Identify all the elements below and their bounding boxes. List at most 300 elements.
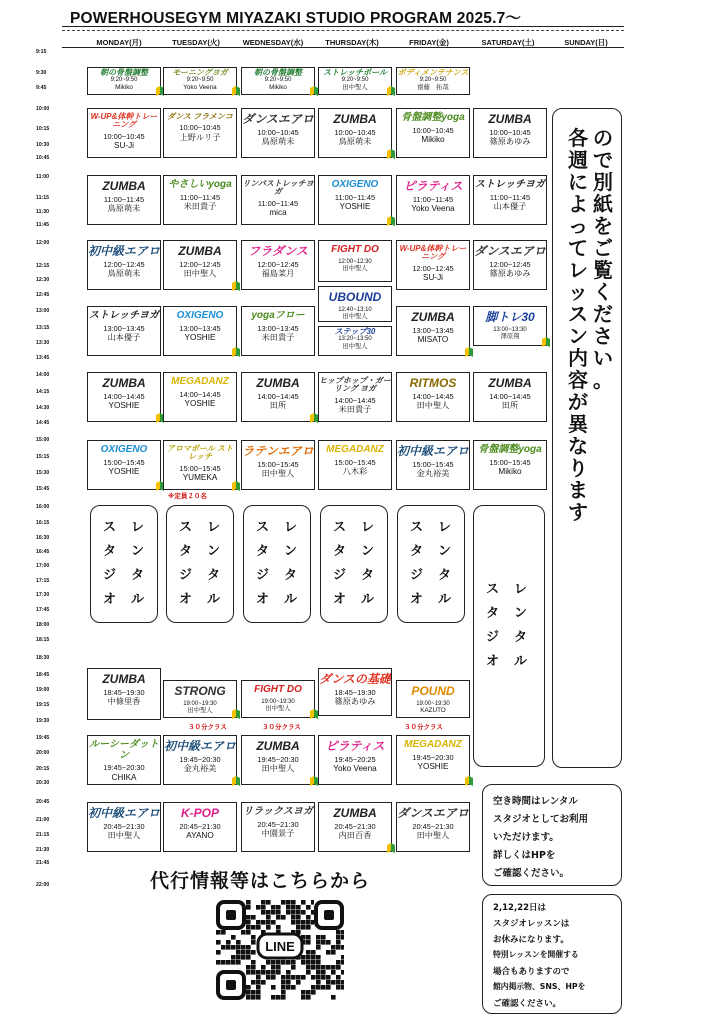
- lesson-instructor: 鳥原萌未: [107, 269, 141, 279]
- rental-studio-box: [473, 505, 545, 767]
- time-label: 22:00: [36, 882, 50, 888]
- lesson-instructor: 田所: [501, 401, 519, 411]
- lesson-card[interactable]: [163, 802, 237, 852]
- rental-char: オ: [410, 592, 424, 607]
- rental-char: タ: [361, 568, 375, 583]
- lesson-card[interactable]: [318, 326, 392, 356]
- lesson-instructor: 鳥原萌未: [338, 137, 372, 147]
- lesson-instructor: 米田貴子: [183, 202, 217, 212]
- time-label: 13:00: [36, 308, 50, 314]
- time-label: 10:45: [36, 155, 50, 161]
- notice-char: さ: [593, 324, 613, 348]
- lesson-instructor: 田中聖人: [261, 469, 295, 479]
- rental-char: オ: [179, 592, 193, 607]
- time-label: 9:30: [36, 70, 47, 76]
- rental-studio-box: [397, 505, 465, 623]
- lesson-card[interactable]: [87, 306, 161, 356]
- rental-char: ル: [131, 592, 145, 607]
- notice-char: り: [568, 456, 588, 480]
- lesson-time: 19:00~19:30: [416, 700, 450, 707]
- lesson-time: 11:00~11:45: [489, 192, 531, 202]
- lesson-card[interactable]: [241, 680, 315, 718]
- lesson-time: 13:00~13:45: [179, 323, 221, 333]
- lesson-card[interactable]: [318, 240, 392, 282]
- lesson-card[interactable]: [318, 286, 392, 322]
- lesson-instructor: 田中聖人: [342, 265, 368, 273]
- time-label: 18:00: [36, 622, 50, 628]
- lesson-name: ZUMBA: [488, 376, 532, 390]
- lesson-time: 15:00~15:45: [334, 457, 376, 467]
- lesson-instructor: 中條里香: [107, 697, 141, 707]
- lesson-card[interactable]: [87, 372, 161, 422]
- lesson-instructor: 篠原あゆみ: [489, 137, 531, 147]
- lesson-time: 9:20~9:50: [341, 77, 369, 84]
- lesson-name: ZUMBA: [102, 672, 146, 686]
- time-label: 13:30: [36, 340, 50, 346]
- notice-vertical-box: [552, 108, 622, 768]
- lesson-time: 10:00~10:45: [257, 127, 299, 137]
- lesson-name: ZUMBA: [333, 806, 377, 820]
- lesson-instructor: 中園景子: [261, 829, 295, 839]
- time-label: 20:00: [36, 750, 50, 756]
- lesson-card[interactable]: [318, 372, 392, 422]
- lesson-name: 骨盤調整yoga: [478, 444, 542, 455]
- notice-holiday-line: ご確認ください。: [493, 999, 562, 1009]
- lesson-time: 10:00~10:45: [489, 127, 531, 137]
- lesson-name: ZUMBA: [178, 244, 222, 258]
- lesson-name: リンパストレッチヨガ: [242, 179, 314, 197]
- notice-char: だ: [593, 302, 613, 326]
- beginner-mark-icon: [386, 842, 396, 854]
- notice-char: て: [568, 236, 588, 260]
- lesson-card[interactable]: [318, 802, 392, 852]
- lesson-card[interactable]: [241, 108, 315, 158]
- lesson-time: 12:00~12:45: [412, 263, 454, 273]
- time-label: 13:15: [36, 325, 50, 331]
- lesson-instructor: Yoko Veena: [411, 204, 455, 214]
- lesson-card[interactable]: [473, 240, 547, 290]
- lesson-instructor: 金丸裕美: [183, 764, 217, 774]
- rental-char: ジ: [179, 568, 193, 583]
- rental-char: ル: [514, 654, 528, 669]
- lesson-card[interactable]: [396, 802, 470, 852]
- lesson-instructor: 鳥原萌未: [107, 204, 141, 214]
- lesson-instructor: 澤原翔: [500, 333, 520, 341]
- lesson-time: 19:00~19:30: [261, 698, 295, 705]
- lesson-time: 9:20~9:50: [186, 77, 214, 84]
- time-label: 21:00: [36, 817, 50, 823]
- header-rule-top: [62, 26, 624, 27]
- rental-char: レ: [514, 582, 528, 597]
- lesson-time: 18:45~19:30: [103, 687, 145, 697]
- lesson-instructor: Mikiko: [498, 467, 522, 477]
- lesson-card[interactable]: [396, 680, 470, 718]
- beginner-mark-icon: [231, 775, 241, 787]
- lesson-card[interactable]: [87, 67, 161, 95]
- notice-holiday-box: [482, 894, 622, 1014]
- time-label: 19:00: [36, 687, 50, 693]
- lesson-time: 20:45~21:30: [334, 821, 376, 831]
- notice-char: ン: [568, 324, 588, 348]
- lesson-time: 13:00~13:45: [103, 323, 145, 333]
- notice-char: レ: [568, 258, 588, 282]
- substitute-info-heading: 代行情報等はこちらから: [150, 870, 371, 892]
- time-label: 9:45: [36, 85, 47, 91]
- lesson-name: ダンスエアロ: [397, 806, 469, 820]
- rental-char: ン: [284, 544, 298, 559]
- lesson-name: MEGADANZ: [404, 739, 462, 750]
- notice-holiday-line: 特別レッスンを開催する: [493, 950, 579, 959]
- lesson-name: STRONG: [174, 684, 226, 698]
- lesson-name: UBOUND: [328, 290, 382, 304]
- time-label: 17:45: [36, 607, 50, 613]
- beginner-mark-icon: [231, 480, 241, 492]
- lesson-name: やさしいyoga: [168, 179, 232, 190]
- lesson-card[interactable]: [318, 108, 392, 158]
- beginner-mark-icon: [386, 85, 396, 97]
- time-label: 10:15: [36, 126, 50, 132]
- lesson-time: 14:00~14:45: [257, 391, 299, 401]
- rental-char: ル: [207, 592, 221, 607]
- lesson-card[interactable]: [318, 668, 392, 716]
- lesson-time: 20:45~21:30: [257, 819, 299, 829]
- lesson-instructor: 八木彩: [342, 467, 368, 477]
- lesson-card[interactable]: [473, 306, 547, 346]
- lesson-name: ストレッチヨガ: [89, 310, 159, 321]
- rental-char: タ: [333, 544, 347, 559]
- lesson-card[interactable]: [163, 108, 237, 158]
- lesson-card[interactable]: [241, 306, 315, 356]
- time-label: 10:00: [36, 106, 50, 112]
- notice-rental-box: [482, 784, 622, 886]
- notice-char: ま: [568, 478, 588, 502]
- lesson-instructor: YOSHIE: [184, 333, 216, 343]
- lesson-time: 12:00~12:30: [338, 258, 372, 265]
- lesson-time: 15:00~15:45: [412, 459, 454, 469]
- rental-char: タ: [207, 568, 221, 583]
- rental-char: ジ: [486, 630, 500, 645]
- lesson-card[interactable]: [163, 735, 237, 785]
- lesson-instructor: MISATO: [417, 335, 449, 345]
- lesson-name: OXIGENO: [176, 310, 224, 321]
- rental-char: ン: [438, 544, 452, 559]
- lesson-time: 9:20~9:50: [419, 77, 447, 84]
- notice-char: な: [568, 434, 588, 458]
- lesson-name: ZUMBA: [256, 739, 300, 753]
- rental-char: ン: [514, 606, 528, 621]
- lesson-name: フラダンス: [248, 244, 308, 258]
- lesson-card[interactable]: [396, 67, 470, 95]
- lesson-card[interactable]: [241, 175, 315, 225]
- notice-char: を: [593, 214, 613, 238]
- lesson-card[interactable]: [396, 108, 470, 158]
- lesson-instructor: YOSHIE: [417, 762, 449, 772]
- rental-char: レ: [438, 520, 452, 535]
- lesson-name: 初中級エアロ: [397, 444, 470, 458]
- lesson-time: 11:00~11:45: [103, 194, 145, 204]
- rental-studio-box: [243, 505, 311, 623]
- rental-char: タ: [410, 544, 424, 559]
- lesson-time: 12:00~12:45: [257, 259, 299, 269]
- lesson-time: 9:20~9:50: [264, 77, 292, 84]
- header-rule-dashed: [62, 30, 624, 31]
- lesson-time: 10:00~10:45: [412, 125, 454, 135]
- lesson-card[interactable]: [87, 440, 161, 490]
- lesson-card[interactable]: [396, 440, 470, 490]
- lesson-instructor: 田中聖人: [183, 269, 217, 279]
- lesson-instructor: AYANO: [186, 831, 214, 841]
- lesson-card[interactable]: [473, 108, 547, 158]
- lesson-time: 19:45~20:30: [412, 752, 454, 762]
- day-header: SATURDAY(土): [481, 38, 535, 47]
- lesson-card[interactable]: [241, 440, 315, 490]
- lesson-card[interactable]: [396, 240, 470, 290]
- lesson-card[interactable]: [87, 240, 161, 290]
- notice-rental-line: 空き時間はレンタル: [493, 796, 578, 807]
- time-label: 16:00: [36, 504, 50, 510]
- lesson-time: 19:45~20:30: [103, 763, 145, 772]
- lesson-name: ダンスの基礎: [319, 672, 391, 686]
- rental-char: タ: [103, 544, 117, 559]
- time-label: 18:45: [36, 672, 50, 678]
- lesson-instructor: 田中聖人: [265, 705, 291, 713]
- lesson-card[interactable]: [163, 680, 237, 718]
- lesson-time: 13:00~13:45: [412, 325, 454, 335]
- lesson-name: 朝の骨盤調整: [100, 68, 148, 77]
- lesson-name: MEGADANZ: [171, 376, 229, 387]
- lesson-card[interactable]: [473, 440, 547, 490]
- lesson-name: 初中級エアロ: [164, 739, 237, 753]
- rental-char: レ: [207, 520, 221, 535]
- lesson-card[interactable]: [318, 67, 392, 95]
- rental-char: ン: [361, 544, 375, 559]
- notice-holiday-line: お休みになります。: [493, 935, 569, 945]
- page-title: POWERHOUSEGYM MIYAZAKI STUDIO PROGRAM 2025.7～: [70, 10, 522, 27]
- lesson-name: 骨盤調整yoga: [401, 112, 465, 123]
- lesson-time: 10:00~10:45: [334, 127, 376, 137]
- time-label: 11:30: [36, 209, 49, 215]
- day-header: SUNDAY(日): [564, 38, 608, 47]
- notice-char: ご: [593, 236, 613, 260]
- lesson-card[interactable]: [473, 175, 547, 225]
- lesson-time: 12:00~12:45: [489, 259, 531, 269]
- lesson-card[interactable]: [87, 735, 161, 785]
- time-label: 11:45: [36, 222, 49, 228]
- lesson-time: 11:00~11:45: [257, 198, 299, 208]
- rental-studio-box: [320, 505, 388, 623]
- notice-char: 週: [568, 148, 588, 172]
- lesson-card[interactable]: [396, 372, 470, 422]
- lesson-time: 12:40~13:10: [338, 306, 372, 313]
- lesson-instructor: Yoko Veena: [333, 764, 377, 774]
- time-label: 14:45: [36, 420, 50, 426]
- lesson-name: K-POP: [180, 806, 219, 820]
- rental-char: ジ: [256, 568, 270, 583]
- lesson-card[interactable]: [163, 175, 237, 225]
- lesson-card[interactable]: [87, 175, 161, 225]
- notice-char: 別: [593, 170, 613, 194]
- rental-char: ル: [361, 592, 375, 607]
- lesson-card[interactable]: [241, 240, 315, 290]
- lesson-time: 10:00~10:45: [103, 131, 145, 141]
- lesson-card[interactable]: [241, 802, 315, 852]
- rental-char: オ: [333, 592, 347, 607]
- lesson-name: ZUMBA: [102, 179, 146, 193]
- lesson-instructor: 篠原あゆみ: [334, 697, 376, 707]
- lesson-card[interactable]: [473, 372, 547, 422]
- lesson-instructor: YOSHIE: [108, 401, 140, 411]
- lesson-time: 19:45~20:25: [334, 754, 376, 764]
- lesson-card[interactable]: [318, 175, 392, 225]
- notice-rental-line: スタジオとしてお利用: [493, 814, 589, 825]
- time-label: 15:30: [36, 470, 50, 476]
- lesson-card[interactable]: [163, 372, 237, 422]
- lesson-card[interactable]: [396, 735, 470, 785]
- lesson-time: 10:00~10:45: [179, 123, 221, 133]
- time-label: 14:15: [36, 389, 50, 395]
- lesson-card[interactable]: [163, 240, 237, 290]
- lesson-instructor: 上野ルリ子: [179, 132, 221, 142]
- notice-holiday-line: 場合もありますので: [493, 967, 570, 977]
- lesson-card[interactable]: [163, 440, 237, 490]
- rental-char: タ: [131, 568, 145, 583]
- notice-char: 容: [568, 368, 588, 392]
- time-label: 18:15: [36, 637, 50, 643]
- lesson-card[interactable]: [241, 372, 315, 422]
- rental-char: ル: [284, 592, 298, 607]
- time-label: 15:45: [36, 486, 50, 492]
- lesson-name: MEGADANZ: [326, 444, 384, 455]
- lesson-card[interactable]: [87, 802, 161, 852]
- rental-char: レ: [284, 520, 298, 535]
- lesson-instructor: 篠原あゆみ: [489, 269, 531, 279]
- rental-char: オ: [256, 592, 270, 607]
- lesson-time: 18:45~19:30: [334, 687, 376, 697]
- lesson-instructor: Yoko Veena: [183, 84, 217, 92]
- lesson-name: ダンスエアロ: [242, 112, 314, 126]
- notice-char: 覧: [593, 258, 613, 282]
- time-label: 17:00: [36, 563, 50, 569]
- lesson-name: ボディメンテナンス: [397, 68, 469, 77]
- rental-char: ン: [131, 544, 145, 559]
- beginner-mark-icon: [464, 775, 474, 787]
- notice-char: 異: [568, 412, 588, 436]
- rental-char: ジ: [103, 568, 117, 583]
- lesson-time: 15:00~15:45: [179, 463, 221, 473]
- lesson-time: 11:00~11:45: [334, 192, 376, 202]
- time-label: 13:45: [36, 355, 50, 361]
- notice-char: っ: [568, 214, 588, 238]
- lesson-time: 12:00~12:45: [103, 259, 145, 269]
- rental-char: ス: [333, 520, 347, 535]
- lesson-card[interactable]: [318, 735, 392, 785]
- class-note: ※定員２０名: [168, 492, 207, 500]
- lesson-card[interactable]: [241, 67, 315, 95]
- time-label: 11:15: [36, 195, 49, 201]
- rental-char: タ: [179, 544, 193, 559]
- lesson-name: ZUMBA: [488, 112, 532, 126]
- rental-studio-box: [166, 505, 234, 623]
- beginner-mark-icon: [386, 215, 396, 227]
- notice-char: 内: [568, 346, 588, 370]
- notice-char: ス: [568, 302, 588, 326]
- lesson-time: 11:00~11:45: [179, 192, 221, 202]
- notice-char: 各: [568, 126, 588, 150]
- time-label: 19:15: [36, 702, 50, 708]
- day-header: FRIDAY(金): [409, 38, 449, 47]
- time-label: 18:30: [36, 655, 50, 661]
- rental-char: ス: [103, 520, 117, 535]
- beginner-mark-icon: [231, 85, 241, 97]
- beginner-mark-icon: [541, 336, 551, 348]
- notice-rental-line: いただけます。: [493, 832, 559, 843]
- lesson-instructor: mica: [269, 208, 287, 218]
- lesson-name: 初中級エアロ: [88, 244, 161, 258]
- lesson-instructor: 福島菜月: [261, 269, 295, 279]
- notice-char: 紙: [593, 192, 613, 216]
- time-label: 19:45: [36, 735, 50, 741]
- day-header: TUESDAY(火): [172, 38, 220, 47]
- notice-char: す: [568, 500, 588, 524]
- beginner-mark-icon: [231, 346, 241, 358]
- notice-holiday-line: スタジオレッスンは: [493, 919, 570, 929]
- time-label: 12:15: [36, 263, 50, 269]
- day-header: WEDNESDAY(水): [242, 38, 304, 47]
- lesson-card[interactable]: [163, 306, 237, 356]
- lesson-card[interactable]: [163, 67, 237, 95]
- lesson-card[interactable]: [87, 108, 161, 158]
- lesson-card[interactable]: [396, 175, 470, 225]
- notice-char: ッ: [568, 280, 588, 304]
- lesson-name: ピラティス: [325, 739, 385, 753]
- rental-char: ル: [438, 592, 452, 607]
- lesson-name: W-UP&体幹トレーニング: [399, 244, 467, 262]
- lesson-name: ラテンエアロ: [242, 444, 314, 458]
- rental-char: オ: [103, 592, 117, 607]
- rental-studio-box: [90, 505, 158, 623]
- lesson-time: 15:00~15:45: [103, 457, 145, 467]
- time-label: 16:30: [36, 535, 50, 541]
- lesson-card[interactable]: [241, 735, 315, 785]
- lesson-card[interactable]: [396, 306, 470, 356]
- line-qr-code[interactable]: [216, 900, 344, 1000]
- lesson-name: ZUMBA: [102, 376, 146, 390]
- lesson-instructor: 田中聖人: [416, 401, 450, 411]
- notice-char: で: [593, 148, 613, 172]
- qr-line-label: LINE: [265, 939, 295, 954]
- lesson-instructor: 田中聖人: [187, 707, 213, 715]
- day-header: MONDAY(月): [96, 38, 142, 47]
- time-label: 12:45: [36, 292, 50, 298]
- lesson-card[interactable]: [87, 668, 161, 720]
- notice-char: く: [593, 280, 613, 304]
- lesson-time: 14:00~14:45: [412, 391, 454, 401]
- time-label: 14:30: [36, 405, 50, 411]
- lesson-name: 脚トレ30: [485, 310, 535, 324]
- lesson-name: FIGHT DO: [331, 244, 379, 255]
- lesson-name: ZUMBA: [333, 112, 377, 126]
- lesson-name: POUND: [411, 684, 455, 698]
- rental-char: オ: [486, 654, 500, 669]
- beginner-mark-icon: [231, 708, 241, 720]
- lesson-card[interactable]: [318, 440, 392, 490]
- lesson-name: 朝の骨盤調整: [254, 68, 302, 77]
- lesson-time: 14:00~14:45: [489, 391, 531, 401]
- beginner-mark-icon: [464, 346, 474, 358]
- lesson-instructor: YOSHIE: [184, 399, 216, 409]
- lesson-time: 19:00~19:30: [183, 700, 217, 707]
- lesson-instructor: YOSHIE: [108, 467, 140, 477]
